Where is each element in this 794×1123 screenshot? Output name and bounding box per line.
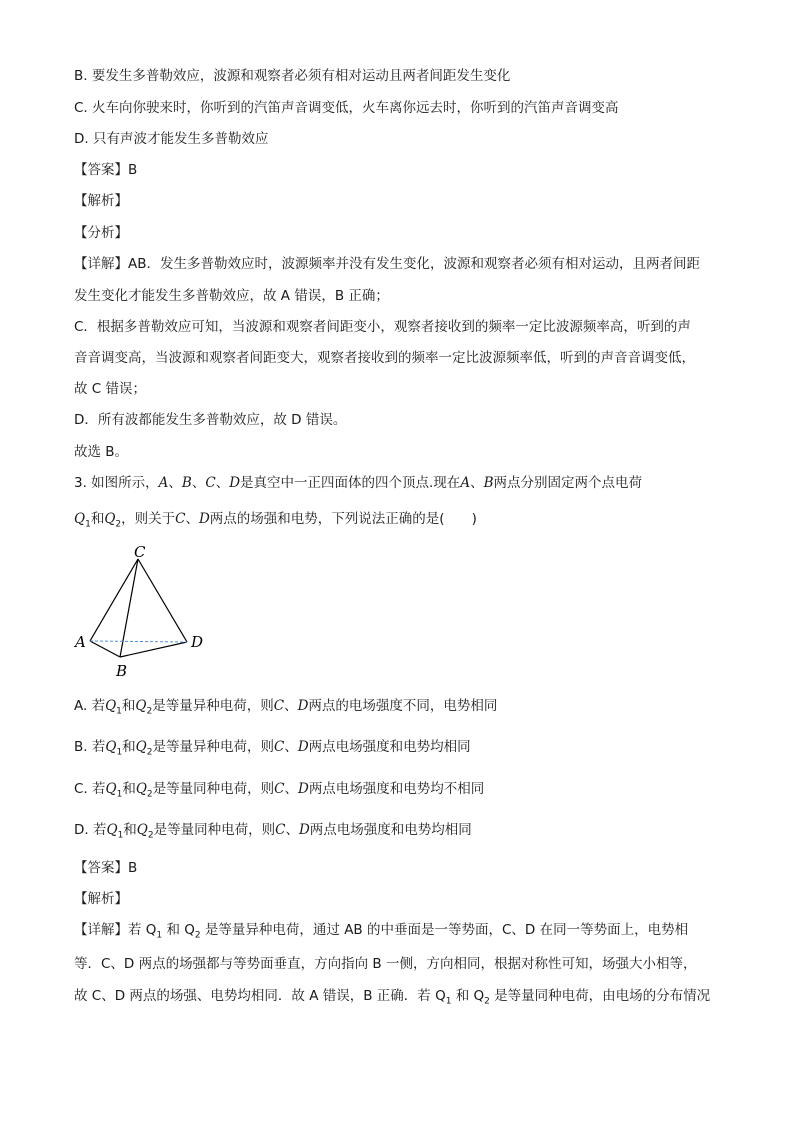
tetrahedron-diagram (70, 540, 220, 680)
option-c-q3: C. 若$Q_1$和$Q_2$是等量同种电荷，则C、D两点电场强度和电势均不相同 (74, 781, 485, 800)
edge-cd (138, 559, 187, 642)
detail-line-q3: 等．C、D 两点的场强都与等势面垂直，方向指向 B 一侧，方向相同，根据对称性可知，场强大小相等， (74, 956, 697, 972)
detail-line: 【详解】AB．发生多普勒效应时，波源频率并没有发生变化，波源和观察者必须有相对运动，且两者间距 (74, 256, 700, 272)
edge-bd (120, 642, 187, 657)
question-3-stem-cont: $Q_1$和$Q_2$，则关于C、D两点的场强和电势，下列说法正确的是( ) (74, 511, 477, 530)
detail-line-q3: 【详解】若 $Q_1$ 和 $Q_2$ 是等量异种电荷，通过 AB 的中垂面是一等势面，C、D 在同一等势面上，电势相 (74, 922, 689, 941)
detail-line-q3: 故 C、D 两点的场强、电势均相同．故 A 错误，B 正确．若 $Q_1$ 和 $Q_2$ 是等量同种电荷，由电场的分布情况 (74, 988, 711, 1007)
vertex-label-b: B (116, 662, 128, 680)
analysis-label: 【解析】 (74, 193, 128, 209)
edge-ab (90, 641, 120, 657)
detail-line: C．根据多普勒效应可知，当波源和观察者间距变小，观察者接收到的频率一定比波源频率高，听到的声 (74, 319, 691, 335)
answer-label-q3: 【答案】B (74, 860, 138, 876)
analysis-label-q3: 【解析】 (74, 891, 128, 907)
option-b-q3: B. 若$Q_1$和$Q_2$是等量异种电荷，则C、D两点电场强度和电势均相同 (74, 739, 471, 758)
option-d-q3: D. 若$Q_1$和$Q_2$是等量同种电荷，则C、D两点电场强度和电势均相同 (74, 822, 472, 841)
question-3-stem: 3. 如图所示，A、B、C、D是真空中一正四面体的四个顶点.现在A、B两点分别固定两个点电荷 (74, 475, 642, 491)
option-a-q3: A. 若$Q_1$和$Q_2$是等量异种电荷，则C、D两点的电场强度不同，电势相同 (74, 698, 498, 717)
detail-line: D．所有波都能发生多普勒效应，故 D 错误。 (74, 412, 347, 428)
fenxi-label: 【分析】 (74, 225, 128, 241)
conclusion-line: 故选 B。 (74, 444, 129, 460)
vertex-label-c: C (134, 543, 146, 561)
detail-line: 发生变化才能发生多普勒效应，故 A 错误，B 正确； (74, 288, 389, 304)
option-d-q2: D. 只有声波才能发生多普勒效应 (74, 131, 269, 147)
vertex-label-a: A (75, 633, 86, 651)
option-b-q2: B. 要发生多普勒效应，波源和观察者必须有相对运动且两者间距发生变化 (74, 68, 511, 84)
vertex-label-d: D (191, 633, 204, 651)
edge-ad-hidden (90, 641, 187, 642)
tetrahedron-figure (70, 540, 220, 680)
detail-line: 故 C 错误； (74, 381, 147, 397)
detail-line: 音音调变高，当波源和观察者间距变大，观察者接收到的频率一定比波源频率低，听到的声音音调变低， (74, 350, 695, 366)
option-c-q2: C. 火车向你驶来时，你听到的汽笛声音调变低，火车离你远去时，你听到的汽笛声音调变高 (74, 100, 619, 116)
answer-label: 【答案】B (74, 162, 138, 178)
